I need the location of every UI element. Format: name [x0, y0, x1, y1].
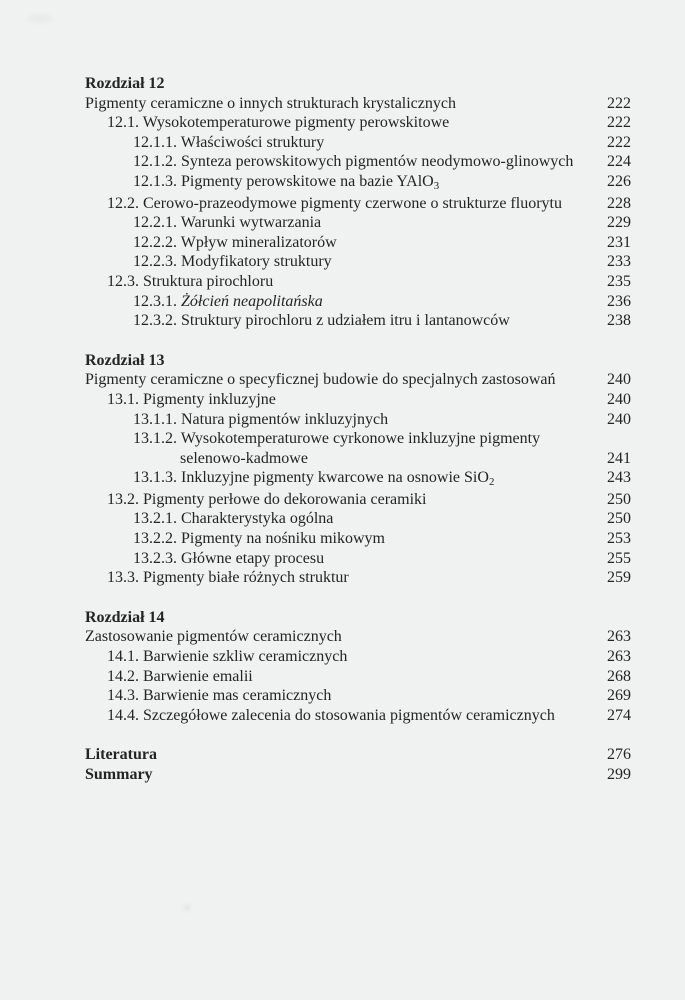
toc-entry-label [85, 272, 595, 292]
toc-entry [85, 311, 631, 331]
page-number: 224 [607, 153, 631, 171]
toc-entry-label [85, 509, 595, 529]
toc-section [85, 608, 631, 726]
page-number: 222 [607, 114, 631, 132]
toc-entry-text: 13.2.1. Charakterystyka ogólna [133, 510, 334, 528]
chemical-subscript: 2 [488, 476, 495, 489]
toc-entry [85, 390, 631, 410]
toc-entry-label [85, 549, 595, 569]
toc-entry [85, 292, 631, 312]
toc-entry [85, 113, 631, 133]
page-number: 263 [607, 628, 631, 646]
scan-smudge [184, 904, 190, 911]
toc-entry [85, 370, 631, 390]
page-number: 240 [607, 390, 631, 408]
toc-entry-label [85, 745, 595, 765]
toc-entry-text: 13.2.2. Pigmenty na nośniku mikowym [133, 530, 385, 548]
page-number: 243 [607, 469, 631, 487]
page-number: 250 [607, 510, 631, 528]
toc-entry-label [85, 627, 595, 647]
toc-entry-label [85, 429, 595, 449]
toc-entry-text: 12.2.3. Modyfikatory struktury [133, 253, 332, 271]
toc-entry-label [85, 311, 595, 331]
toc-entry-italic-text: Żółcień neapolitańska [181, 292, 323, 310]
toc-entry-text: 13.1.1. Natura pigmentów inkluzyjnych [133, 410, 389, 428]
toc-entry-text: 14.2. Barwienie emalii [107, 667, 253, 685]
page-number: 229 [607, 214, 631, 232]
chapter-heading: Rozdział 13 [85, 351, 165, 369]
toc-section [85, 745, 631, 784]
page-number: 259 [607, 569, 631, 587]
page-number: 274 [607, 706, 631, 724]
toc-entry-text: 12.3.1. [133, 292, 181, 310]
page-number: 253 [607, 530, 631, 548]
toc-section [85, 74, 631, 331]
page-number: 276 [607, 746, 631, 764]
toc-entry-label [85, 449, 595, 469]
toc-entry [85, 627, 631, 647]
page-number: 226 [607, 172, 631, 190]
page-number: 255 [607, 549, 631, 567]
chemical-subscript: 3 [433, 180, 440, 192]
toc-entry-label [85, 194, 595, 214]
toc-entry-text: 12.1.2. Synteza perowskitowych pigmentów neodymowo-glinowych [133, 153, 574, 171]
page-number: 233 [607, 253, 631, 271]
toc-entry-text: 14.1. Barwienie szkliw ceramicznych [107, 648, 348, 666]
toc-entry-text: Literatura [85, 746, 157, 764]
page-number: 236 [607, 292, 631, 310]
toc-entry-text: 13.1.3. Inkluzyjne pigmenty kwarcowe na osnowie SiO [133, 469, 489, 487]
toc-entry-label [85, 686, 595, 706]
toc-entry [85, 410, 631, 430]
toc-entry-label [85, 233, 595, 253]
toc-entry-text: 14.3. Barwienie mas ceramicznych [107, 687, 332, 705]
page-number: 228 [607, 194, 631, 212]
toc-entry-label [85, 529, 595, 549]
toc-entry-label [85, 667, 595, 687]
toc-entry [85, 686, 631, 706]
toc-entry-text: 12.3. Struktura pirochloru [107, 272, 274, 290]
toc-entry [85, 468, 631, 490]
toc-entry [85, 509, 631, 529]
page-number: 222 [607, 133, 631, 151]
toc-entry-label [85, 133, 595, 153]
toc-entry [85, 194, 631, 214]
page-number: 240 [607, 410, 631, 428]
toc-entry-label [85, 94, 595, 114]
scan-smudge [28, 14, 52, 23]
toc-entry-text: 12.2.2. Wpływ mineralizatorów [133, 233, 337, 251]
toc-entry-text: 13.2. Pigmenty perłowe do dekorowania ceramiki [107, 490, 427, 508]
toc-entry-text: 13.1.2. Wysokotemperaturowe cyrkonowe inkluzyjne pigmenty [133, 430, 541, 448]
toc-entry-label [85, 568, 595, 588]
toc-entry-text: 13.1. Pigmenty inkluzyjne [107, 390, 276, 408]
toc-entry-text: Zastosowanie pigmentów ceramicznych [85, 628, 342, 646]
toc-entry-label [85, 765, 595, 785]
toc-entry [85, 549, 631, 569]
toc-entry-text: Summary [85, 766, 153, 783]
page-number: 268 [607, 667, 631, 685]
page-number: 222 [607, 94, 631, 112]
toc-entry-label [85, 468, 595, 490]
toc-entry [85, 94, 631, 114]
toc-entry [85, 568, 631, 588]
toc-entry-text: 13.3. Pigmenty białe różnych struktur [107, 569, 349, 587]
toc-entry [85, 647, 631, 667]
toc-entry [85, 449, 631, 469]
toc-entry [85, 133, 631, 153]
toc-entry-label [85, 390, 595, 410]
toc-entry-text: 13.2.3. Główne etapy procesu [133, 549, 325, 567]
toc-entry-label [85, 490, 595, 510]
toc-entry [85, 667, 631, 687]
toc-entry-label [85, 113, 595, 133]
page-number: 299 [607, 766, 631, 783]
toc-entry-text: 14.4. Szczegółowe zalecenia do stosowania pigmentów ceramicznych [107, 706, 555, 724]
toc-entry-label [85, 706, 595, 726]
toc-entry-text: Pigmenty ceramiczne o innych strukturach krystalicznych [85, 94, 456, 112]
toc-entry-label [85, 172, 595, 194]
page-number: 263 [607, 648, 631, 666]
toc-entry-label [85, 410, 595, 430]
toc-entry-text: selenowo-kadmowe [180, 449, 308, 467]
toc-entry [85, 172, 631, 194]
toc-entry-label [85, 647, 595, 667]
chapter-heading: Rozdział 14 [85, 608, 165, 626]
toc-entry-text: 12.2.1. Warunki wytwarzania [133, 214, 322, 232]
toc-entry-text: 12.1.1. Właściwości struktury [133, 133, 325, 151]
toc-entry [85, 152, 631, 172]
page-number: 238 [607, 312, 631, 330]
toc-entry-label [85, 370, 595, 390]
toc-entry-text: Pigmenty ceramiczne o specyficznej budowie do specjalnych zastosowań [85, 371, 556, 389]
page-number: 240 [607, 371, 631, 389]
toc-entry [85, 529, 631, 549]
toc-entry-text: 12.3.2. Struktury pirochloru z udziałem itru i lantanowców [133, 312, 510, 330]
toc-entry [85, 213, 631, 233]
toc-entry-label [85, 292, 595, 312]
toc-entry [85, 429, 631, 449]
toc-entry-label [85, 213, 595, 233]
toc-entry-label [85, 252, 595, 272]
toc-entry [85, 706, 631, 726]
page-number: 235 [607, 272, 631, 290]
toc-entry-text: 12.1. Wysokotemperaturowe pigmenty perowskitowe [107, 114, 450, 132]
toc-entry [85, 490, 631, 510]
toc-entry [85, 765, 631, 785]
page-number: 250 [607, 490, 631, 508]
toc-section [85, 351, 631, 588]
toc-entry-text: 12.1.3. Pigmenty perowskitowe na bazie YAlO [133, 172, 434, 190]
toc-entry [85, 233, 631, 253]
chapter-heading: Rozdział 12 [85, 75, 165, 92]
toc-entry [85, 252, 631, 272]
page-number: 269 [607, 687, 631, 705]
table-of-contents [85, 74, 631, 785]
toc-entry [85, 745, 631, 765]
toc-entry-text: 12.2. Cerowo-prazeodymowe pigmenty czerwone o strukturze fluorytu [107, 194, 562, 212]
page-number: 231 [607, 233, 631, 251]
toc-entry-label [85, 152, 595, 172]
toc-entry [85, 272, 631, 292]
page-number: 241 [607, 449, 631, 467]
